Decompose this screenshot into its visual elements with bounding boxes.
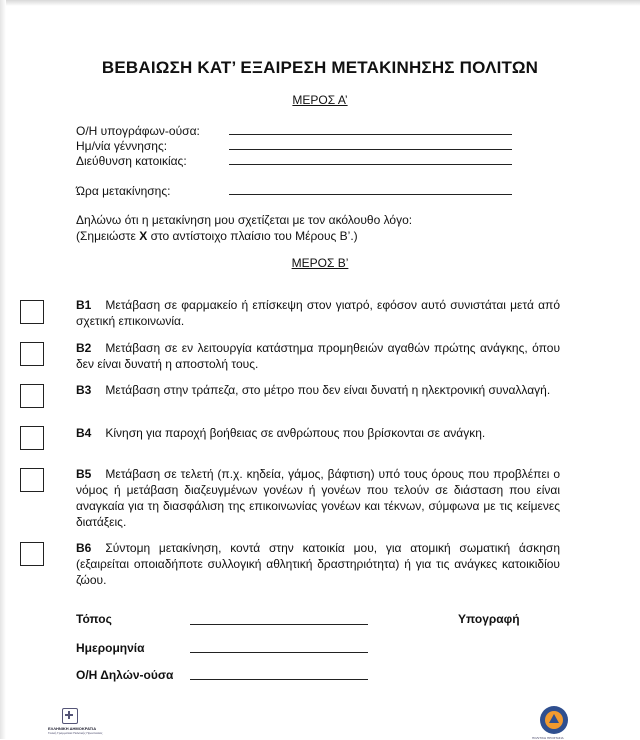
date-label: Ημερομηνία	[76, 641, 145, 655]
declarant-label: Ο/Η Δηλών-ούσα	[76, 668, 174, 682]
checkbox-b3[interactable]	[20, 384, 44, 408]
checkbox-b5[interactable]	[20, 468, 44, 492]
declaration-note	[76, 228, 358, 244]
logo-left-title: ΕΛΛΗΝΙΚΗ ΔΗΜΟΚΡΑΤΙΑ	[48, 726, 97, 731]
address-field[interactable]	[229, 164, 512, 165]
logo-triangle	[549, 714, 559, 723]
option-code: Β1	[76, 298, 92, 312]
field-label-address: Διεύθυνση κατοικίας:	[76, 154, 187, 168]
declaration-note-mark: Χ	[139, 229, 148, 243]
field-label-time: Ώρα μετακίνησης:	[76, 184, 171, 198]
option-code: Β4	[76, 426, 92, 440]
option-b1	[76, 297, 560, 329]
option-b5	[76, 466, 560, 530]
option-code: Β5	[76, 467, 92, 481]
option-text: Μετάβαση σε τελετή (π.χ. κηδεία, γάμος, βάφτιση) υπό τους όρους που προβλέπει ο νόμος ή μετάβαση διαζευγμένων γονέων ή γονέων που τελούν σε διάσταση που είναι αναγκαία για τη διασφάλιση της επικοινωνίας γονέων και τέκνων, σύμφωνα με τις κείμενες διατάξεις.	[76, 467, 560, 529]
part-b-heading: ΜΕΡΟΣ Β’	[291, 256, 349, 270]
checkbox-b6[interactable]	[20, 542, 44, 566]
declaration-note-pre: (Σημειώστε	[76, 229, 140, 243]
place-field[interactable]	[190, 624, 368, 625]
logo-left-subtitle: Γενική Γραμματεία Πολιτικής Προστασίας	[48, 731, 103, 735]
page-edge-shadow	[0, 0, 640, 6]
option-code: Β2	[76, 341, 92, 355]
option-b2	[76, 340, 560, 372]
checkbox-b1[interactable]	[20, 300, 44, 324]
cross-emblem-icon	[62, 708, 78, 724]
option-text: Μετάβαση σε φαρμακείο ή επίσκεψη στον γιατρό, εφόσον αυτό συνιστάται μετά από σχετική επικοινωνία.	[76, 298, 560, 328]
date-field[interactable]	[190, 652, 368, 653]
option-text: Μετάβαση σε εν λειτουργία κατάστημα προμηθειών αγαθών πρώτης ανάγκης, όπου δεν είναι δυνατή η αποστολή τους.	[76, 341, 560, 371]
option-b4	[76, 425, 560, 441]
declarant-field[interactable]	[190, 679, 368, 680]
checkbox-b4[interactable]	[20, 426, 44, 450]
signatory-field[interactable]	[229, 134, 512, 135]
option-b3	[76, 382, 560, 398]
option-text: Μετάβαση στην τράπεζα, στο μέτρο που δεν είναι δυνατή η ηλεκτρονική συναλλαγή.	[105, 383, 551, 397]
declaration-note-post: στο αντίστοιχο πλαίσιο του Μέρους Β’.)	[147, 229, 358, 243]
option-text: Κίνηση για παροχή βοήθειας σε ανθρώπους που βρίσκονται σε ανάγκη.	[105, 426, 486, 440]
field-label-birthdate: Ημ/νία γέννησης:	[76, 139, 168, 153]
option-b6	[76, 540, 560, 588]
checkbox-b2[interactable]	[20, 342, 44, 366]
part-a-heading: ΜΕΡΟΣ Α’	[292, 93, 348, 107]
birthdate-field[interactable]	[229, 149, 512, 150]
field-label-signatory: Ο/Η υπογράφων-ούσα:	[76, 124, 200, 138]
time-field[interactable]	[229, 194, 512, 195]
civil-protection-logo-icon	[540, 706, 568, 734]
hellenic-republic-logo	[48, 708, 103, 735]
option-code: Β3	[76, 383, 92, 397]
declaration-text: Δηλώνω ότι η μετακίνηση μου σχετίζεται με τον ακόλουθο λόγο:	[76, 213, 413, 227]
option-code: Β6	[76, 541, 92, 555]
civil-protection-caption: ΠΟΛΙΤΙΚΗ ΠΡΟΣΤΑΣΙΑ	[532, 736, 564, 740]
document-title: ΒΕΒΑΙΩΣΗ ΚΑΤ’ ΕΞΑΙΡΕΣΗ ΜΕΤΑΚΙΝΗΣΗΣ ΠΟΛΙΤΩΝ	[101, 58, 539, 77]
signature-label: Υπογραφή	[458, 612, 520, 626]
option-text: Σύντομη μετακίνηση, κοντά στην κατοικία μου, για ατομική σωματική άσκηση (εξαιρείται οποιαδήποτε συλλογική αθλητική δραστηριότητα) ή για τις ανάγκες κατοικιδίου ζώου.	[76, 541, 560, 587]
page-edge-shadow-left	[0, 0, 6, 739]
place-label: Τόπος	[76, 612, 112, 626]
